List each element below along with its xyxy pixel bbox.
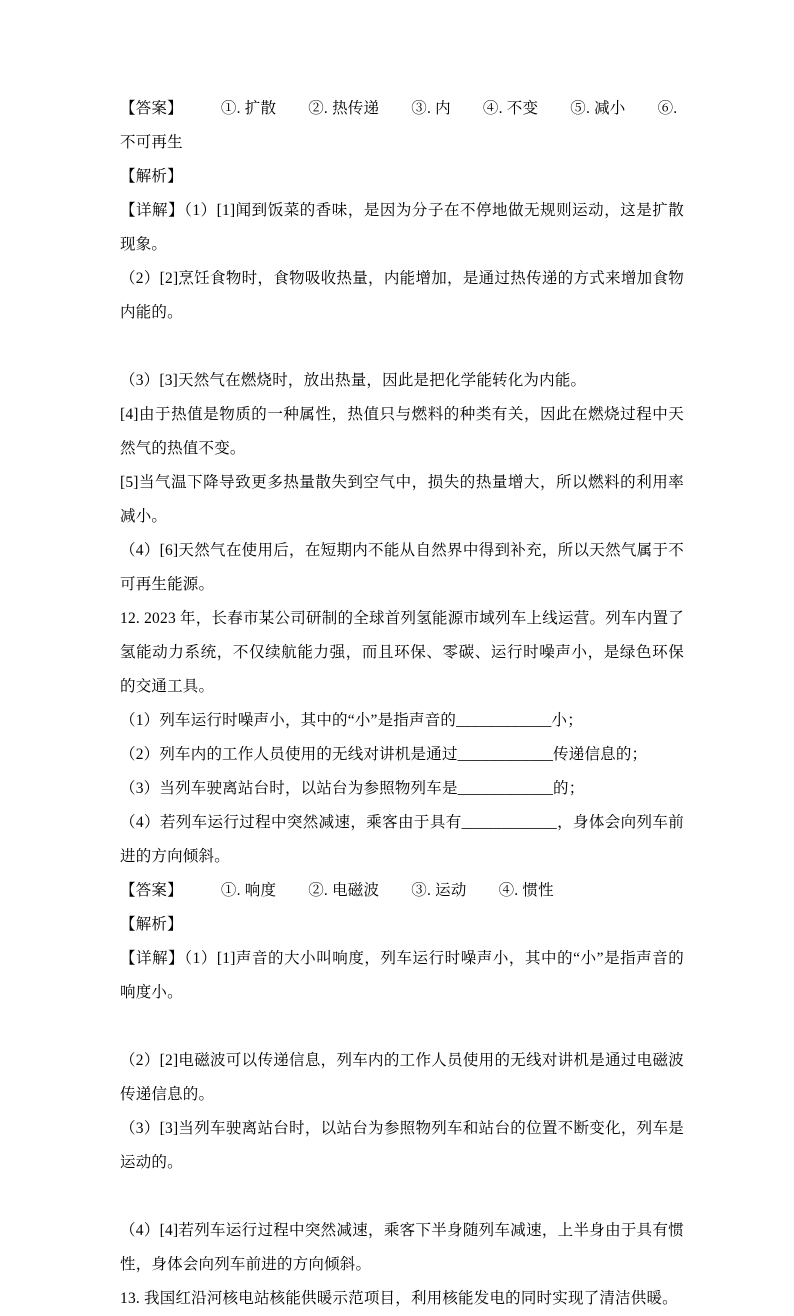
question-12-stem: 12. 2023 年，长春市某公司研制的全球首列氢能源市域列车上线运营。列车内置了氢能动力系统，不仅续航能力强，而且环保、零碳、运行时噪声小，是绿色环保的交通工具。 — [120, 610, 684, 695]
detail-paragraph: 【详解】（1）[1]声音的大小叫响度，列车运行时噪声小，其中的“小”是指声音的响度小。 — [120, 950, 684, 1001]
detail-paragraph: （3）[3]当列车驶离站台时，以站台为参照物列车和站台的位置不断变化，列车是运动的。 — [120, 1120, 684, 1171]
detail-paragraph: （3）[3]天然气在燃烧时，放出热量，因此是把化学能转化为内能。 — [120, 372, 587, 389]
answer-item: ④. 惯性 — [498, 882, 554, 899]
answer-item: ①. 响度 — [220, 882, 277, 899]
answer-item: ③. 内 — [411, 100, 451, 117]
answer-item: ①. 扩散 — [220, 100, 277, 117]
answer-item: ③. 运动 — [411, 882, 467, 899]
question-12-part: （4）若列车运行过程中突然减速，乘客由于具有____________，身体会向列车前进的方向倾斜。 — [120, 814, 684, 865]
detail-paragraph: （4）[6]天然气在使用后，在短期内不能从自然界中得到补充，所以天然气属于不可再生能源。 — [120, 542, 684, 593]
answer-line-q12 — [120, 874, 684, 908]
detail-paragraph: （4）[4]若列车运行过程中突然减速，乘客下半身随列车减速，上半身由于具有惯性，身体会向列车前进的方向倾斜。 — [120, 1222, 684, 1273]
answer-item: ②. 热传递 — [308, 100, 380, 117]
answer-label: 【答案】 — [120, 100, 183, 117]
detail-paragraph: （2）[2]电磁波可以传递信息，列车内的工作人员使用的无线对讲机是通过电磁波传递信息的。 — [120, 1052, 684, 1103]
question-12-part: （1）列车运行时噪声小，其中的“小”是指声音的____________小； — [120, 712, 583, 729]
answer-item: ②. 电磁波 — [308, 882, 380, 899]
analysis-label-q12: 【解析】 — [120, 916, 183, 933]
detail-paragraph: [5]当气温下降导致更多热量散失到空气中，损失的热量增大，所以燃料的利用率减小。 — [120, 474, 684, 525]
answer-label: 【答案】 — [120, 882, 183, 899]
answer-item: ④. 不变 — [482, 100, 539, 117]
detail-paragraph: [4]由于热值是物质的一种属性，热值只与燃料的种类有关，因此在燃烧过程中天然气的热值不变。 — [120, 406, 684, 457]
answer-line-q11 — [120, 92, 684, 160]
analysis-label-q11: 【解析】 — [120, 168, 183, 185]
answer-item: ⑤. 减小 — [570, 100, 626, 117]
detail-paragraph: 【详解】（1）[1]闻到饭菜的香味，是因为分子在不停地做无规则运动，这是扩散现象。 — [120, 202, 684, 253]
question-12-part: （3）当列车驶离站台时，以站台为参照物列车是____________的； — [120, 780, 585, 797]
detail-paragraph: （2）[2]烹饪食物时，食物吸收热量，内能增加，是通过热传递的方式来增加食物内能的。 — [120, 270, 684, 321]
answer-item: ⑥. 不可再生 — [120, 100, 678, 151]
question-12-part: （2）列车内的工作人员使用的无线对讲机是通过____________传递信息的； — [120, 746, 648, 763]
question-13-stem: 13. 我国红沿河核电站核能供暖示范项目，利用核能发电的同时实现了清洁供暖。 — [120, 1290, 678, 1307]
